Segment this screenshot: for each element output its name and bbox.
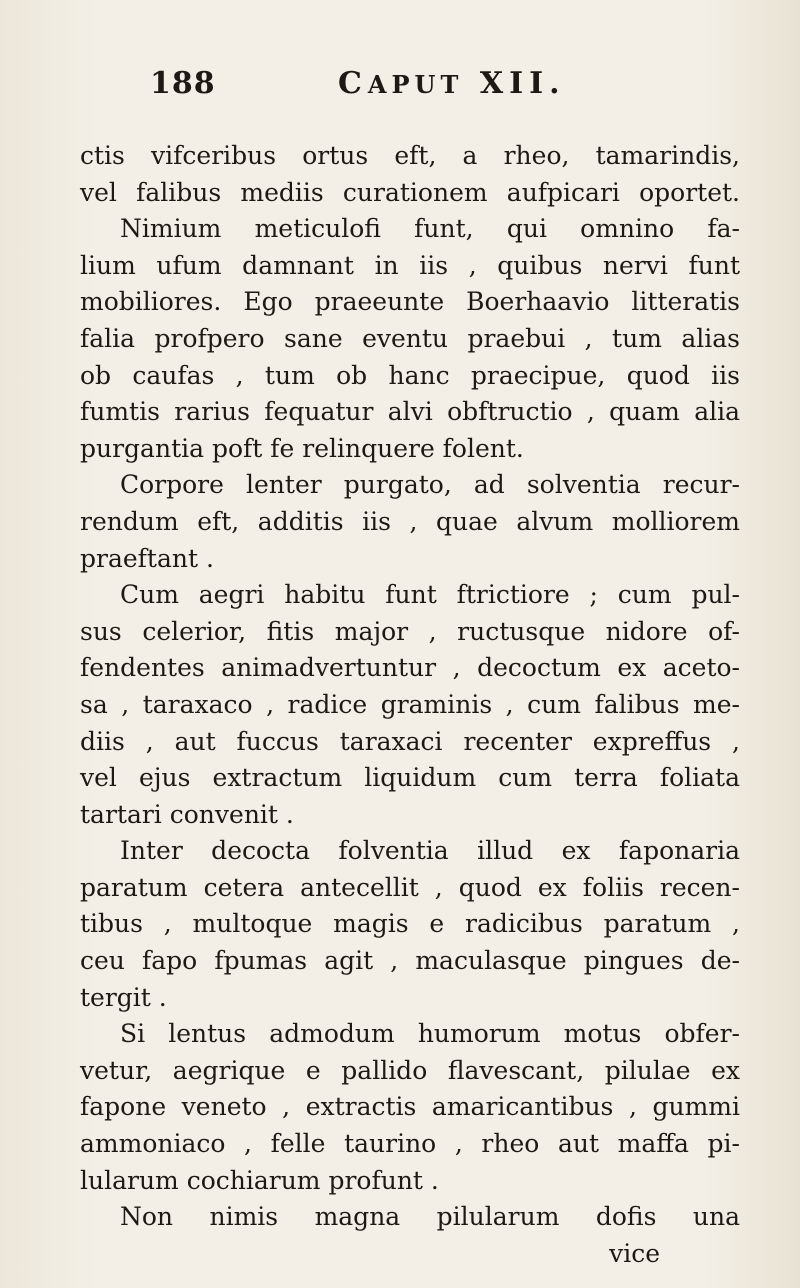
text-line: ob caufas , tum ob hanc praecipue, quod iis	[80, 360, 740, 390]
text-line: purgantia poft fe relinquere folent.	[80, 433, 524, 463]
running-head-cap: C	[338, 66, 368, 101]
text-line: Inter decocta folventia illud ex faponaria	[120, 836, 740, 866]
body-text	[80, 138, 740, 1272]
text-line: fumtis rarius fequatur alvi obftructio , quam alia	[80, 397, 740, 427]
text-line: tibus , multoque magis e radicibus paratum ,	[80, 909, 740, 939]
text-line: paratum cetera antecellit , quod ex foliis recen-	[80, 872, 740, 902]
text-line: rendum eft, additis iis , quae alvum molliorem	[80, 506, 740, 536]
text-line: Nimium meticulofi funt, qui omnino fa-	[120, 214, 740, 244]
chapter-number: XII.	[479, 66, 566, 101]
page-header	[150, 56, 710, 116]
text-line: fapone veneto , extractis amaricantibus , gummi	[80, 1092, 740, 1122]
text-line: vel falibus mediis curationem aufpicari oportet.	[80, 177, 740, 207]
text-line: fendentes animadvertuntur , decoctum ex aceto-	[80, 653, 740, 683]
running-head	[338, 66, 566, 101]
text-line: ceu fapo fpumas agit , maculasque pingues de-	[80, 946, 740, 976]
text-line: lularum cochiarum profunt .	[80, 1165, 439, 1195]
text-line: sus celerior, fitis major , ructusque nidore of-	[80, 616, 740, 646]
text-line: lium ufum damnant in iis , quibus nervi funt	[80, 250, 740, 280]
text-line: praeftant .	[80, 543, 214, 573]
text-line: Si lentus admodum humorum motus obfer-	[120, 1019, 740, 1049]
text-line: diis , aut fuccus taraxaci recenter expreffus ,	[80, 726, 740, 756]
text-line: Corpore lenter purgato, ad solventia recur-	[120, 470, 740, 500]
text-line: mobiliores. Ego praeeunte Boerhaavio litteratis	[80, 287, 740, 317]
page-number: 188	[150, 66, 216, 101]
text-line: tartari convenit .	[80, 799, 294, 829]
text-line: falia profpero sane eventu praebui , tum alias	[80, 323, 740, 353]
text-line: vetur, aegrique e pallido flavescant, pilulae ex	[80, 1055, 740, 1085]
text-line: ammoniaco , felle taurino , rheo aut maffa pi-	[80, 1129, 740, 1159]
text-line: Non nimis magna pilularum dofis una	[120, 1202, 740, 1232]
text-line: Cum aegri habitu funt ftrictiore ; cum pul-	[120, 580, 740, 610]
text-line: vel ejus extractum liquidum cum terra foliata	[80, 763, 740, 793]
text-line: ctis vifceribus ortus eft, a rheo, tamarindis,	[80, 141, 740, 170]
catchword: vice	[609, 1238, 660, 1268]
text-line: sa , taraxaco , radice graminis , cum falibus me-	[80, 689, 740, 719]
text-line: tergit .	[80, 982, 167, 1012]
running-head-rest: APUT	[367, 70, 464, 99]
